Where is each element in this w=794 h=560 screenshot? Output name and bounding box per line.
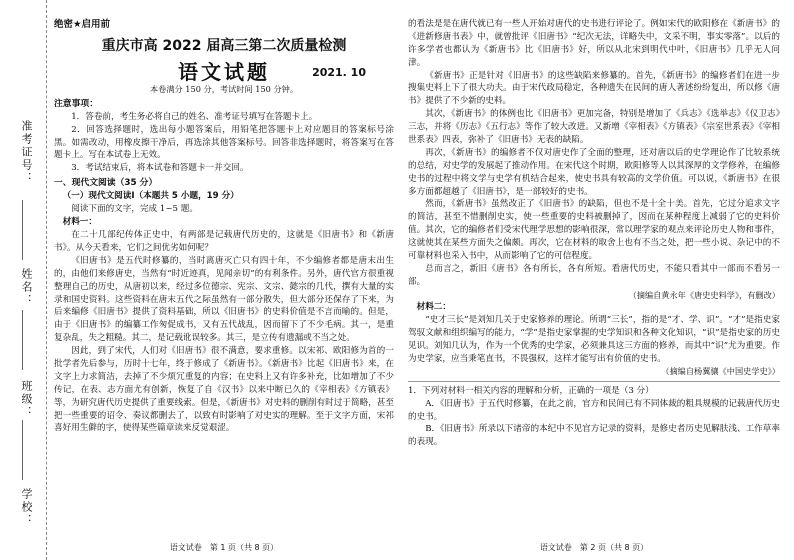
name-label: 姓名： <box>20 268 33 307</box>
passage-paragraph: 然而，《新唐书》虽然改正了《旧唐书》的缺陷，但也不是十全十美。首先，它过分追求文字的简洁，甚至不惜删削史实，使一些重要的史料被删掉了，因而在某种程度上减弱了它的史料价值。其次，它的编修者们受宋代理学思想的影响很深，常以理学家的观点来评论历史人物和事件，这就使其在某些方面失之偏颇。再次，它在材料的取舍上也有不当之处，把一些小说、杂记中的不可靠材料也采入书中，从而影响了它的可信程度。 <box>408 199 780 262</box>
exam-meta: 本卷满分 150 分，考试时间 150 分钟。 <box>149 84 299 95</box>
page-right <box>408 0 780 560</box>
exam-number-label: 准考证号： <box>20 120 33 185</box>
name-line <box>22 310 23 370</box>
passage-paragraph: 其次，《新唐书》的体例也比《旧唐书》更加完备，特别是增加了《兵志》《选举志》《仪卫志》三志，并将《历志》《五行志》等作了较大改进。又新增《宰相表》《方镇表》《宗室世系表》《宰相世系表》四表，弥补了《旧唐书》无表的缺陷。 <box>408 109 780 146</box>
instruction: 阅读下面的文字，完成 1~5 题。 <box>71 204 198 215</box>
question-option: B．《旧唐书》所录以下诸帝的本纪中不见官方记录的资料，是修史者历史见解肤浅、工作草率的表现。 <box>408 424 780 448</box>
section-heading: 一、现代文阅读（35 分） <box>54 178 158 189</box>
source-citation: （摘编自黄永年《唐史史料学》，有删改） <box>628 289 780 300</box>
divider <box>408 381 780 382</box>
passage-paragraph: 总而言之，新旧《唐书》各有所长，各有所短。看唐代历史，不能只看其中一部而不看另一部。 <box>408 263 780 287</box>
notice-title: 注意事项： <box>54 98 98 109</box>
material-label: 材料一： <box>62 217 97 228</box>
passage-paragraph: 《新唐书》正是针对《旧唐书》的这些缺陷来修纂的。首先，《新唐书》的编修者们在进一步搜集史料上下了很大功夫。由于宋代政局稳定，各种遗失在民间的唐人著述纷纷复出，所以修《唐书》提供了不少新的史料。 <box>408 70 780 107</box>
passage-paragraph: 的看法是是在唐代就已有一些人开始对唐代的史书进行评论了。例如宋代的欧阳修在《新唐书》的《进新修唐书表》中，就曾批评《旧唐书》“纪次无法，详略失中，文采不明，事实零落”。以后的许多学者也都认为《新唐书》比《旧唐书》好，所以从北宋到明代中叶，《旧唐书》几乎无人问津。 <box>408 19 780 68</box>
school-label: 学校： <box>20 488 33 527</box>
question-option: A．《旧唐书》于五代时修纂，在此之前，官方和民间已有不同体裁的粗具规模的记载唐代历史的史书。 <box>408 398 780 422</box>
notice-item: 3．考试结束后，将本试卷和答题卡一并交回。 <box>71 163 249 174</box>
passage-paragraph: 再次，《新唐书》的编修者不仅对唐史作了全面的整理，还对唐以后的史学理论作了比较系统的总结，对史学的发展起了推动作用。在宋代这个时期，欧阳修等人以其深厚的文学修养，在编修史书的过程中将文学与史学有机结合起来，使史书具有较高的文学价值。可以说，《新唐书》在很多方面都超越了《旧唐书》，是一部较好的史书。 <box>408 147 780 197</box>
class-line <box>22 420 23 480</box>
class-label: 班级： <box>20 380 33 419</box>
subject-row <box>54 57 394 83</box>
confidential-mark: 绝密★启用前 <box>54 19 111 30</box>
subject-title: 语文试题 <box>178 60 270 85</box>
binding-margin <box>0 0 47 560</box>
page-footer: 语文试卷 第 1 页（共 8 页） <box>169 543 279 552</box>
page-left <box>54 0 394 560</box>
question-stem: 1．下列对材料一相关内容的理解和分析，正确的一项是（3 分） <box>408 385 654 396</box>
exam-title: 重庆市高 2022 届高三第二次质量检测 <box>101 38 347 55</box>
subsection-heading: （一）现代文阅读Ⅰ（本题共 5 小题，19 分） <box>62 191 239 202</box>
passage-paragraph: 《旧唐书》是五代时修纂的，当时离唐灭亡只有四十年，不少编修者都是唐末出生的，由他们来修唐史，当然有“时近迹真，见闻亲切”的有利条件。另外，唐代官方很重视整理自己的历史，从唐初以来，经过多位德宗、宪宗、文宗、懿宗的几代，撰有大量的实录和国史资料。这些资料在唐末五代之际虽然有一部分散失，但大部分还保存了下来，为后来编修《旧唐书》提供了资料基础，所以《旧唐书》的史料价值是不言而喻的。但是，由于《旧唐书》的编纂工作匆促成书，又有五代战乱，因而留下了不少毛病。其一，是重复杂乱，失之粗糙。其二，是记载讹误较多。其三，是立传有遗漏或不当之处。 <box>54 255 394 344</box>
passage-paragraph: 在二十几部纪传体正史中，有两部是记载唐代历史的，这就是《旧唐书》和《新唐书》。从今天看来，它们之间优劣如何呢？ <box>54 230 394 253</box>
passage-paragraph: “史才三长”是刘知几关于史家修养的理论。所谓“三长”，指的是“才、学、识”。“才”是指史家驾驭文献和组织编写的能力，“学”是指史家掌握的史学知识和各种文化知识，“识”是指史家的历史见识。刘知几认为，作为一个优秀的史学家，必须兼具这三方面的修养，而其中“识”尤为重要。作为史学家，应当秉笔直书，不畏强权，这样才能写出有价值的史书。 <box>408 314 780 364</box>
notice-item: 2．回答选择题时，选出每小题答案后，用铅笔把答题卡上对应题目的答案标号涂黑。如需改动，用橡皮擦干净后，再选涂其他答案标号。回答非选择题时，将答案写在答题卡上。写在本试卷上无效。 <box>54 124 394 161</box>
page-footer: 语文试卷 第 2 页（共 8 页） <box>539 543 649 552</box>
notice-item: 1．答卷前，考生务必将自己的姓名、准考证号填写在答题卡上。 <box>71 111 318 122</box>
passage-paragraph: 因此，到了宋代，人们对《旧唐书》很不满意，要求重修。以宋祁、欧阳修为首的一批学者先后参与，历时十七年，终于修成了《新唐书》。《新唐书》比起《旧唐书》来，在文字上力求简洁，去掉了不少烦冗重复的内容；在史料上又有许多补充，比如增加了不少传记，在表、志方面尤有创新，恢复了自《汉书》以来中断已久的《宰相表》《方镇表》等，为研究唐代历史提供了重要线索。但是，《新唐书》对史料的删削有时过于简略，甚至把一些重要的诏令、奏议都删去了，以致有时影响了对史实的理解。至于文字方面，宋祁喜好用生僻的字，使得某些篇章读来反觉艰涩。 <box>54 346 394 434</box>
material-label: 材料二： <box>416 302 451 312</box>
source-citation: （摘编自杨翼骧《中国史学史》） <box>661 366 780 377</box>
exam-date: 2021. 10 <box>312 66 366 80</box>
exam-number-line <box>22 200 23 260</box>
